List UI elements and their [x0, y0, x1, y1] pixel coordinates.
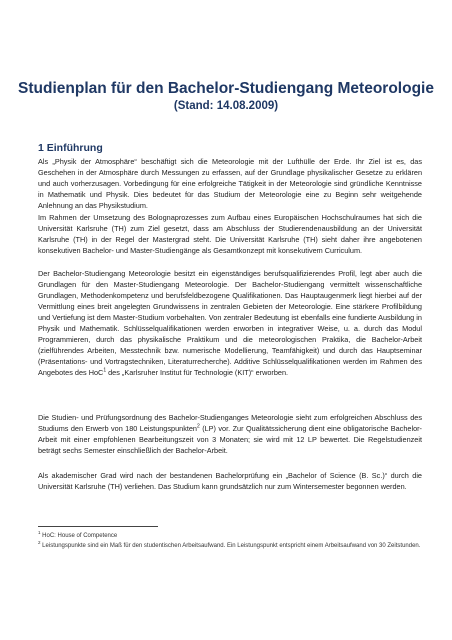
paragraph-text-cont: des „Karlsruher Institut für Technologie (KIT)“ erworben.	[106, 368, 289, 377]
footnote-mark: 1	[38, 530, 41, 535]
footnote-mark: 2	[38, 540, 41, 545]
paragraph-text: Als „Physik der Atmosphäre“ beschäftigt sich die Meteorologie mit der Lufthülle der Erde. Ihr Ziel ist es, das Geschehen in der Atmosphäre durch Messungen zu erfassen, auf der Grundlage physikalischer Gesetze zu erklären und auch vorherzusagen. Vorbedingung für eine erfolgreiche Tätigkeit in der Meteorologie sind gründliche Kenntnisse in Mathematik und Physik. Dies bedeutet für das Studium der Meteorologie eine zu Beginn sehr weitgehende Anlehnung an das Physikstudium.	[38, 157, 422, 210]
paragraph-3	[38, 268, 422, 378]
paragraph-text: Die Studien- und Prüfungsordnung des Bachelor-Studienganges Meteorologie sieht zum erfolgreichen Abschluss des Studiums den Erwerb von 180 Leistungspunkten	[38, 413, 422, 433]
section-heading: 1 Einführung	[38, 142, 103, 154]
page-title: Studienplan für den Bachelor-Studiengang Meteorologie	[18, 80, 434, 97]
paragraph-text-cont: (LP) vor. Zur Qualitätssicherung dient eine obligatorische Bachelor-Arbeit mit einer empfohlenen Bearbeitungszeit von 3 Monaten; sie wird mit 12 LP bewertet. Die Regelstudienzeit beträgt sechs Semester einschließlich der Bachelor-Arbeit.	[38, 424, 422, 455]
footnote-text: HoC: House of Competence	[40, 533, 118, 539]
footnote-1	[38, 532, 422, 540]
footnote-2	[38, 542, 422, 550]
paragraph-2	[38, 212, 422, 256]
paragraph-1	[38, 156, 422, 211]
paragraph-text: Im Rahmen der Umsetzung des Bolognaprozesses zum Aufbau eines Europäischen Hochschulraumes hat sich die Universität Karlsruhe (TH) zum Ziel gesetzt, dass am Abschluss der Studierendenausbildung an der Universität Karlsruhe (TH) in der Regel der Mastergrad steht. Die Universität Karlsruhe (TH) sieht daher ihre angebotenen konsekutiven Bachelor- und Master-Studiengänge als Gesamtkonzept mit konsekutivem Curriculum.	[38, 213, 422, 255]
footnote-ref: 1	[103, 367, 107, 374]
footnote-divider	[38, 526, 158, 527]
paragraph-4	[38, 412, 422, 456]
paragraph-5	[38, 470, 422, 492]
footnote-ref: 2	[196, 423, 200, 430]
paragraph-text: Der Bachelor-Studiengang Meteorologie besitzt ein eigenständiges berufsqualifizierendes Profil, legt aber auch die Grundlagen für den Master-Studiengang Meteorologie. Der Bachelor-Studiengang vermittelt wissenschaftliche Grundlagen, Methodenkompetenz und berufsfeldbezogene Qualifikationen. Das Hauptaugenmerk liegt hierbei auf der Vermittlung eines breit angelegten Grundwissens in zentralen Gebieten der Meteorologie. Eine stärkere Profilbildung und Vertiefung ist dem Master-Studium vorbehalten. Von zentraler Bedeutung ist ebenfalls eine fundierte Ausbildung in Physik und Mathematik. Schlüsselqualifikationen werden erworben in integrativer Weise, u. a. durch das Modul Programmieren, durch das physikalische Praktikum und die meteorologischen Praktika, die Bachelor-Arbeit (zielführendes Arbeiten, Messtechnik bzw. numerische Modellierung, Teamfähigkeit) und durch das Hauptseminar (Präsentations- und Vortragstechniken, Literaturrecherche). Additive Schlüsselqualifikationen werden im Rahmen des Angebotes des HoC	[38, 269, 422, 377]
paragraph-text: Als akademischer Grad wird nach der bestandenen Bachelorprüfung ein „Bachelor of Science (B. Sc.)“ durch die Universität Karlsruhe (TH) verliehen. Das Studium kann grundsätzlich nur zum Wintersemester begonnen werden.	[38, 471, 422, 491]
footnote-text: Leistungspunkte sind ein Maß für den studentischen Arbeitsaufwand. Ein Leistungspunkt entspricht einem Arbeitsaufwand von 30 Zeitstunden.	[40, 543, 421, 549]
page-subtitle: (Stand: 14.08.2009)	[173, 100, 279, 112]
